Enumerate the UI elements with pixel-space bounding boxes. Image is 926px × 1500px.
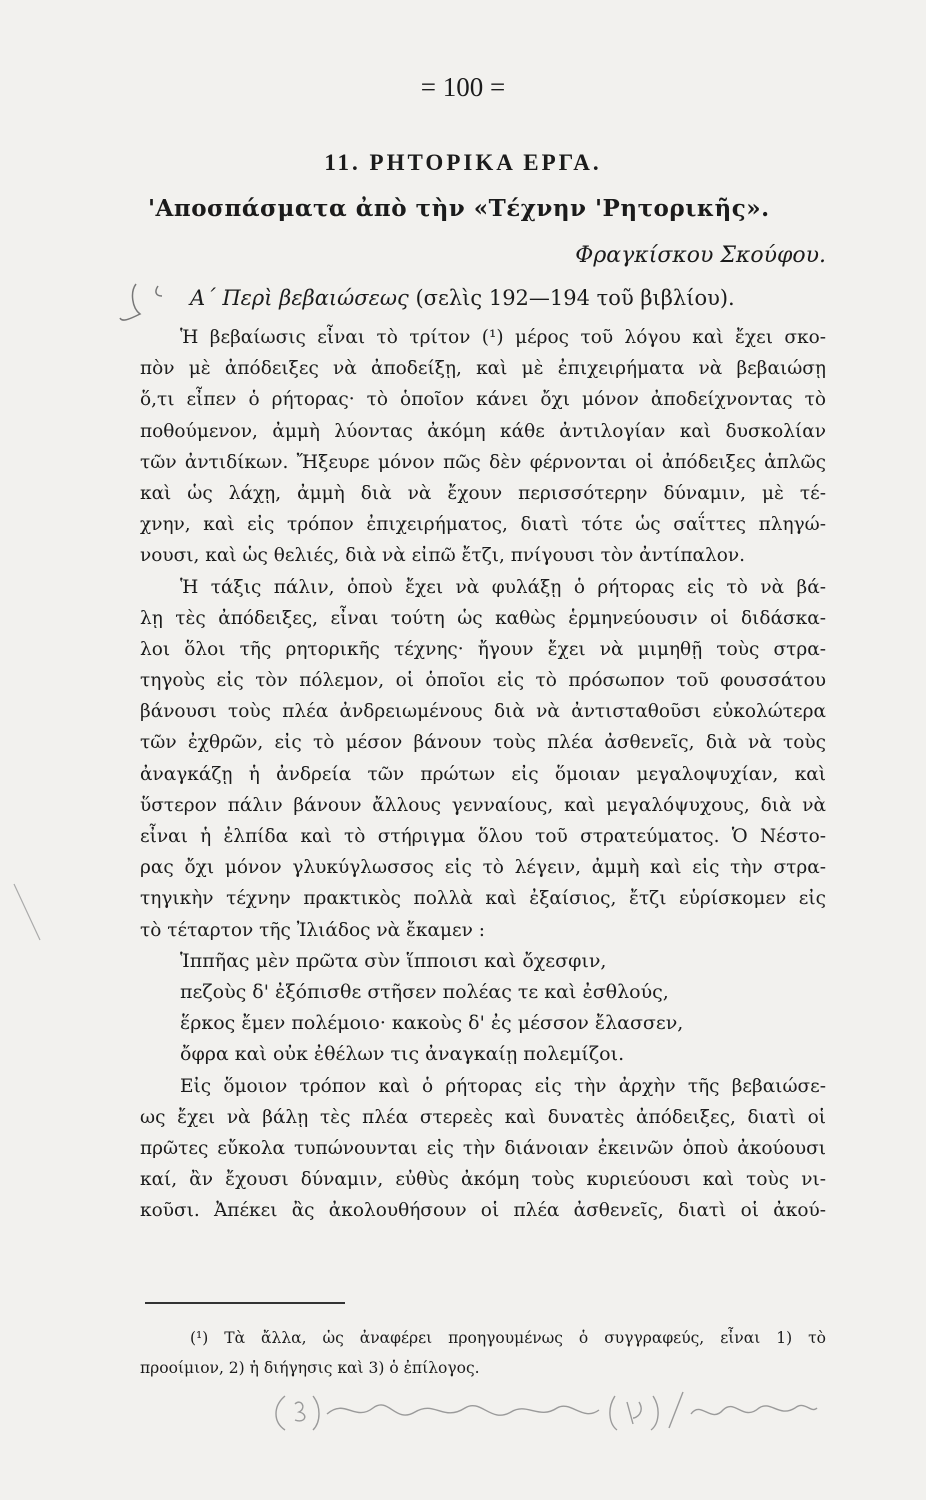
text-line: τὸ τέταρτον τῆς Ἰλιάδος νὰ ἔκαμεν :: [140, 919, 485, 941]
footnote: [140, 1323, 826, 1383]
text-line: τηγοὺς εἰς τὸν πόλεμον, οἱ ὁποῖοι εἰς τὸ πρόσωπον τοῦ φουσσάτου: [140, 670, 826, 692]
text-line: καί, ἂν ἔχουσι δύναμιν, εὐθὺς ἀκόμη τοὺς κυριεύουσι καὶ τοὺς νι-: [140, 1169, 826, 1191]
verse-line: πεζοὺς δ' ἐξόπισθε στῆσεν πολέας τε καὶ ἐσθλούς,: [180, 980, 669, 1003]
subsection-label: Α΄ Περὶ βεβαιώσεως: [190, 286, 409, 310]
text-line: ὅ,τι εἶπεν ὁ ρήτορας· τὸ ὁποῖον κάνει ὄχι μόνον ἀποδείχνοντας τὸ: [140, 389, 826, 411]
translator-name: Φραγκίσκου Σκούφου.: [575, 243, 826, 268]
text-line: νουσι, καὶ ὡς θελιές, διὰ νὰ εἰπῶ ἔτζι, πνίγουσι τὸν ἀντίπαλον.: [140, 545, 745, 567]
text-line: πρῶτες εὔκολα τυπώνουνται εἰς τὴν διάνοιαν ἐκεινῶν ὁποὺ ἀκούουσι: [140, 1137, 826, 1159]
text-line: καὶ ὡς λάχῃ, ἀμμὴ διὰ νὰ ἔχουν περισσότερην δύναμιν, μὲ τέ-: [140, 482, 826, 504]
pencil-bracket-mark: [118, 278, 178, 328]
text-line: βάνουσι τοὺς πλέα ἀνδρειωμένους διὰ νὰ ἀντισταθοῦσι εὐκολώτερα: [140, 701, 826, 723]
subsection-heading: [190, 286, 735, 310]
text-line: ως ἔχει νὰ βάλῃ τὲς πλέα στερεὲς καὶ δυνατὲς ἀπόδειξες, διατὶ οἱ: [140, 1106, 826, 1128]
section-title: 11. ΡΗΤΟΡΙΚΑ ΕΡΓΑ.: [324, 150, 602, 175]
text-line: πὸν μὲ ἀπόδειξες νὰ ἀποδείξῃ, καὶ μὲ ἐπιχειρήματα νὰ βεβαιώσῃ: [140, 358, 826, 380]
body-text: [140, 322, 826, 1226]
verse-line: ἕρκος ἔμεν πολέμοιο· κακοὺς δ' ἐς μέσσον ἔλασσεν,: [180, 1012, 684, 1035]
footnote-line: προοίμιον, 2) ἡ διήγησις καὶ 3) ὁ ἐπίλογος.: [140, 1359, 480, 1377]
text-line: Ἡ τάξις πάλιν, ὁποὺ ἔχει νὰ φυλάξῃ ὁ ρήτορας εἰς τὸ νὰ βά-: [180, 576, 826, 598]
text-line: Ἡ βεβαίωσις εἶναι τὸ τρίτον (¹) μέρος τοῦ λόγου καὶ ἔχει σκο-: [180, 327, 826, 348]
text-line: Εἰς ὅμοιον τρόπον καὶ ὁ ρήτορας εἰς τὴν ἀρχὴν τῆς βεβαιώσε-: [180, 1075, 826, 1097]
page-number: = 100 =: [420, 72, 506, 102]
subsection-reference: (σελὶς 192—194 τοῦ βιβλίου).: [415, 286, 735, 310]
text-line: ὕστερον πάλιν βάνουν ἄλλους γενναίους, καὶ μεγαλόψυχους, διὰ νὰ: [140, 794, 826, 816]
margin-stroke: [10, 880, 50, 950]
text-line: κοῦσι. Ἀπέκει ἂς ἀκολουθήσουν οἱ πλέα ἀσθενεῖς, διατὶ οἱ ἀκού-: [140, 1200, 826, 1222]
text-line: τῶν ἐχθρῶν, εἰς τὸ μέσον βάνουν τοὺς πλέα ἀσθενεῖς, διὰ νὰ τοὺς: [140, 732, 826, 754]
text-line: τηγικὴν τέχνην πρακτικὸς πολλὰ καὶ ἐξαίσιος, ἔτζι εὑρίσκομεν εἰς: [140, 888, 826, 910]
verse-line: ὄφρα καὶ οὐκ ἐθέλων τις ἀναγκαίῃ πολεμίζοι.: [180, 1043, 625, 1066]
footnote-divider: [145, 1302, 345, 1304]
text-line: χνην, καὶ εἰς τρόπον ἐπιχειρήματος, διατὶ τότε ὡς σαΐττες πληγώ-: [140, 514, 826, 536]
text-line: τῶν ἀντιδίκων. Ἤξευρε μόνον πῶς δὲν φέρνονται οἱ ἀπόδειξες ἁπλῶς: [140, 451, 826, 473]
text-line: ρας ὄχι μόνον γλυκύγλωσσος εἰς τὸ λέγειν, ἀμμὴ καὶ εἰς τὴν στρα-: [140, 857, 826, 879]
work-title: 'Αποσπάσματα ἀπὸ τὴν «Τέχνην 'Ρητορικῆς».: [148, 195, 770, 222]
footnote-line: (¹) Τὰ ἄλλα, ὡς ἀναφέρει προηγουμένως ὁ συγγραφεύς, εἶναι 1) τὸ: [190, 1329, 826, 1347]
handwritten-pencil-note: [265, 1378, 825, 1438]
text-line: εἶναι ἡ ἐλπίδα καὶ τὸ στήριγμα ὅλου τοῦ στρατεύματος. Ὁ Νέστο-: [140, 826, 826, 847]
text-line: ἀναγκάζῃ ἡ ἀνδρεία τῶν πρώτων εἰς ὅμοιαν μεγαλοψυχίαν, καὶ: [140, 763, 826, 785]
text-line: ποθούμενον, ἀμμὴ λύοντας ἀκόμη κάθε ἀντιλογίαν καὶ δυσκολίαν: [140, 420, 826, 442]
verse-line: Ἱππῆας μὲν πρῶτα σὺν ἵπποισι καὶ ὄχεσφιν,: [180, 949, 607, 972]
text-line: λοι ὅλοι τῆς ρητορικῆς τέχνης· ἤγουν ἔχει νὰ μιμηθῇ τοὺς στρα-: [140, 638, 826, 660]
text-line: λῃ τὲς ἀπόδειξες, εἶναι τούτη ὡς καθὼς ἑρμηνεύουσιν οἱ διδάσκα-: [140, 607, 826, 629]
